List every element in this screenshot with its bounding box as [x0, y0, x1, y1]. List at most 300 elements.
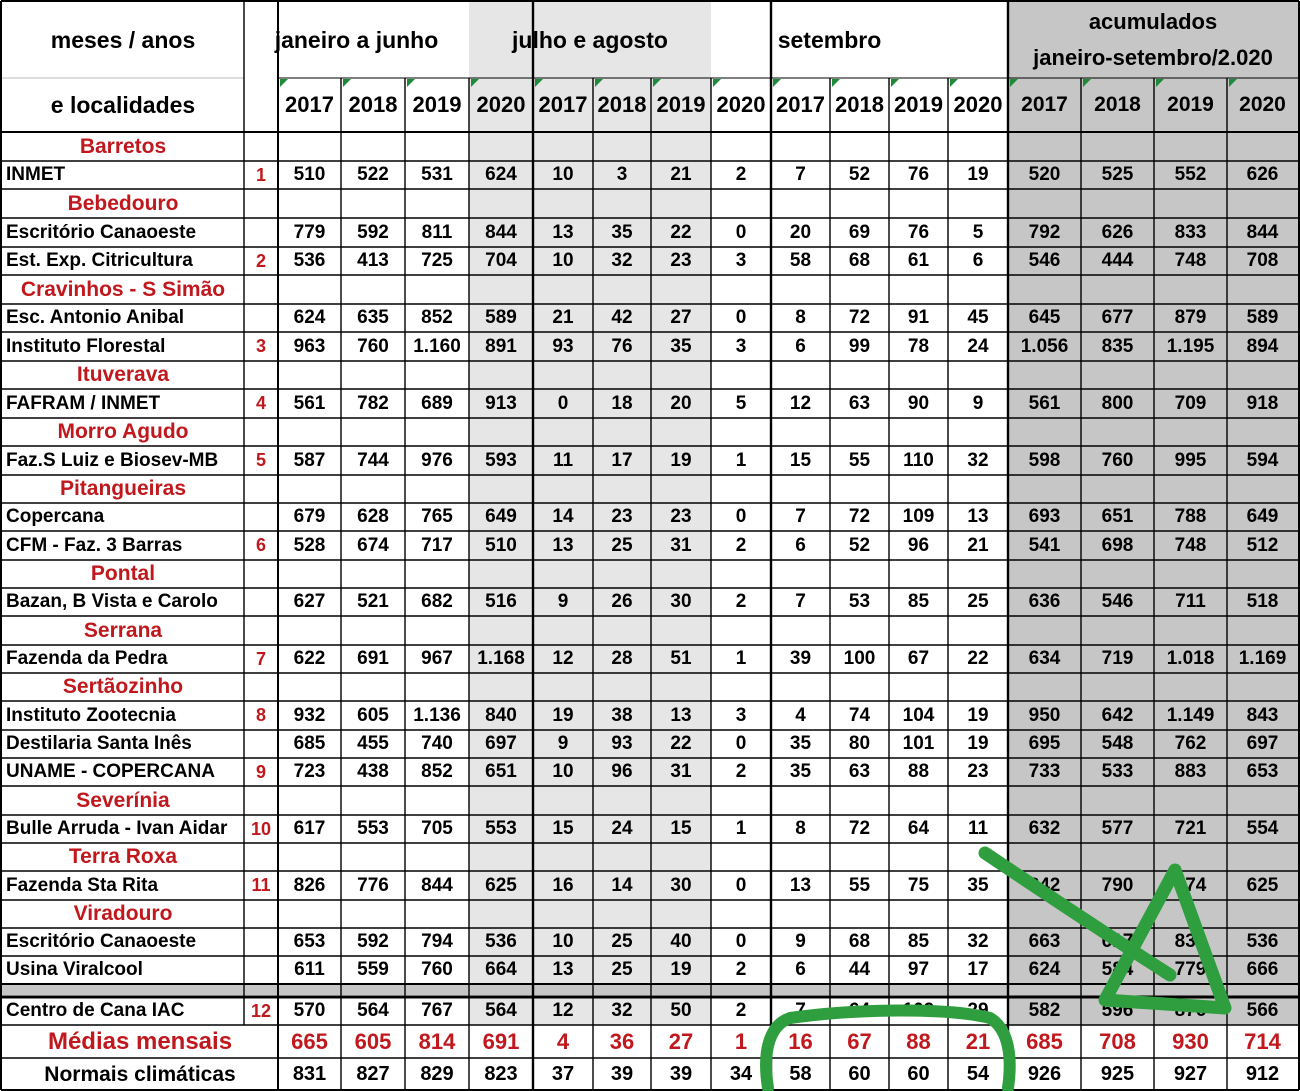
value-cell: 950: [1028, 704, 1061, 726]
value-cell: 744: [357, 449, 389, 471]
value-cell: 6: [795, 959, 806, 980]
year-header-7: 2020: [716, 92, 766, 117]
value-cell: 891: [485, 335, 517, 357]
value-cell: 624: [1028, 959, 1061, 980]
normais-value: 927: [1173, 1063, 1208, 1085]
station-label: Est. Exp. Citricultura: [6, 250, 193, 271]
year-header-9: 2018: [835, 92, 884, 117]
value-cell: 32: [967, 449, 989, 471]
value-cell: 1.136: [413, 704, 461, 726]
value-cell: 518: [1246, 591, 1279, 612]
town-label: Pitangueiras: [59, 477, 187, 500]
value-cell: 109: [902, 506, 935, 527]
value-cell: 689: [421, 392, 453, 414]
station-number: 11: [251, 875, 271, 895]
town-label: Sertãozinho: [62, 675, 184, 698]
value-cell: 541: [1028, 534, 1061, 556]
value-cell: 61: [907, 250, 930, 271]
value-cell: 96: [907, 534, 930, 556]
value-cell: 413: [357, 250, 389, 271]
value-cell: 632: [1028, 818, 1061, 839]
value-cell: 0: [735, 931, 747, 952]
value-cell: 24: [611, 818, 633, 839]
value-cell: 1.018: [1166, 648, 1215, 669]
station-label: Bulle Arruda - Ivan Aidar: [6, 818, 228, 839]
value-cell: 719: [1101, 648, 1134, 669]
value-cell: 711: [1175, 591, 1206, 612]
station-number: 9: [255, 761, 266, 782]
value-cell: 842: [1028, 874, 1061, 896]
normais-value: 39: [669, 1063, 693, 1085]
value-cell: 52: [848, 534, 871, 556]
value-cell: 594: [1246, 449, 1279, 471]
medias-value: 88: [906, 1028, 931, 1054]
value-cell: 22: [670, 221, 692, 243]
value-cell: 695: [1028, 733, 1061, 754]
normais-value: 34: [729, 1063, 753, 1085]
value-cell: 1.149: [1166, 704, 1215, 726]
value-cell: 963: [293, 335, 326, 357]
value-cell: 455: [357, 733, 389, 754]
value-cell: 51: [670, 648, 692, 669]
value-cell: 35: [611, 221, 633, 243]
value-cell: 760: [357, 335, 389, 357]
normais-value: 912: [1245, 1063, 1280, 1085]
value-cell: 697: [1246, 733, 1279, 754]
value-cell: 31: [670, 534, 692, 556]
value-cell: 1: [735, 449, 747, 471]
value-cell: 25: [611, 931, 633, 952]
value-cell: 24: [967, 335, 989, 357]
value-cell: 21: [552, 307, 574, 328]
value-cell: 531: [421, 164, 453, 185]
town-label: Severínia: [76, 788, 170, 812]
value-cell: 553: [485, 818, 517, 839]
medias-value: 708: [1099, 1028, 1136, 1054]
year-header-2: 2019: [412, 92, 462, 117]
normais-label: Normais climáticas: [44, 1062, 236, 1086]
year-header-12: 2017: [1021, 93, 1068, 116]
medias-value: 691: [482, 1028, 520, 1054]
value-cell: 20: [789, 221, 812, 243]
value-cell: 9: [795, 931, 806, 952]
normais-value: 831: [292, 1063, 327, 1085]
town-label: Pontal: [90, 562, 156, 585]
value-cell: 42: [611, 307, 633, 328]
value-cell: 760: [1101, 449, 1134, 471]
value-cell: 693: [1028, 506, 1061, 527]
value-cell: 1: [735, 648, 747, 669]
value-cell: 1.160: [413, 335, 461, 357]
value-cell: 976: [421, 449, 453, 471]
value-cell: 6: [795, 534, 806, 556]
value-cell: 709: [1174, 392, 1207, 414]
value-cell: 653: [1246, 761, 1279, 782]
station-label: Escritório Canaoeste: [6, 931, 197, 952]
value-cell: 840: [485, 704, 517, 726]
value-cell: 0: [735, 506, 747, 527]
value-cell: 634: [1028, 648, 1061, 669]
value-cell: 11: [552, 449, 574, 471]
value-cell: 12: [552, 648, 574, 669]
value-cell: 611: [294, 959, 325, 980]
value-cell: 26: [611, 591, 633, 612]
value-cell: 16: [552, 874, 574, 896]
town-label: Cravinhos - S Simão: [20, 277, 226, 301]
value-cell: 3: [735, 335, 747, 357]
value-cell: 876: [1174, 1000, 1207, 1021]
value-cell: 444: [1101, 250, 1134, 271]
value-cell: 666: [1246, 959, 1279, 980]
value-cell: 2: [735, 534, 747, 556]
value-cell: 32: [611, 250, 633, 271]
value-cell: 767: [421, 1000, 453, 1021]
value-cell: 97: [907, 959, 930, 980]
value-cell: 536: [293, 250, 326, 271]
year-header-10: 2019: [894, 92, 943, 117]
station-number: 1: [255, 164, 266, 185]
value-cell: 20: [670, 392, 692, 414]
value-cell: 17: [967, 959, 989, 980]
value-cell: 852: [421, 761, 453, 782]
value-cell: 790: [1101, 874, 1134, 896]
normais-value: 823: [484, 1063, 518, 1085]
value-cell: 40: [670, 931, 692, 952]
value-cell: 67: [907, 648, 930, 669]
station-label: Instituto Florestal: [6, 335, 166, 357]
value-cell: 23: [967, 761, 989, 782]
normais-value: 829: [420, 1063, 454, 1085]
value-cell: 0: [557, 392, 569, 414]
value-cell: 649: [485, 506, 517, 527]
value-cell: 19: [670, 959, 692, 980]
value-cell: 874: [1174, 874, 1207, 896]
value-cell: 559: [357, 959, 389, 980]
value-cell: 525: [1101, 164, 1134, 185]
value-cell: 651: [485, 761, 517, 782]
value-cell: 22: [967, 648, 989, 669]
value-cell: 8: [795, 307, 806, 328]
value-cell: 697: [485, 733, 517, 754]
medias-value: 4: [556, 1028, 570, 1054]
value-cell: 932: [293, 704, 326, 726]
station-label: FAFRAM / INMET: [6, 392, 161, 414]
value-cell: 99: [848, 335, 871, 357]
value-cell: 11: [967, 818, 989, 839]
value-cell: 705: [421, 818, 453, 839]
value-cell: 55: [848, 874, 871, 896]
station-number: 10: [250, 818, 272, 839]
value-cell: 74: [848, 704, 871, 726]
medias-value: 27: [668, 1028, 694, 1054]
value-cell: 779: [1174, 959, 1207, 980]
station-label: CFM - Faz. 3 Barras: [6, 534, 183, 556]
value-cell: 510: [293, 164, 326, 185]
value-cell: 72: [848, 506, 871, 527]
value-cell: 552: [1174, 164, 1207, 185]
value-cell: 833: [1174, 221, 1207, 243]
header-group-0: janeiro a junho: [274, 26, 439, 53]
value-cell: 110: [903, 449, 934, 471]
value-cell: 29: [967, 1000, 989, 1021]
value-cell: 0: [735, 733, 747, 754]
value-cell: 570: [293, 1000, 326, 1021]
value-cell: 792: [1028, 221, 1061, 243]
normais-value: 37: [551, 1063, 575, 1085]
value-cell: 9: [972, 392, 984, 414]
value-cell: 88: [907, 761, 930, 782]
value-cell: 5: [735, 392, 747, 414]
value-cell: 748: [1174, 250, 1207, 271]
value-cell: 1.056: [1020, 335, 1069, 357]
value-cell: 843: [1246, 704, 1279, 726]
value-cell: 577: [1101, 818, 1134, 839]
value-cell: 10: [552, 761, 574, 782]
value-cell: 69: [848, 221, 871, 243]
value-cell: 55: [848, 449, 871, 471]
station-label: Esc. Antonio Anibal: [6, 307, 185, 328]
normais-value: 58: [789, 1063, 812, 1085]
town-label: Terra Roxa: [68, 845, 178, 868]
value-cell: 15: [789, 449, 812, 471]
value-cell: 10: [552, 164, 574, 185]
value-cell: 72: [848, 307, 871, 328]
header-group-2: setembro: [777, 26, 882, 53]
value-cell: 592: [357, 221, 389, 243]
value-cell: 546: [1028, 250, 1061, 271]
value-cell: 622: [293, 648, 326, 669]
value-cell: 679: [293, 506, 326, 527]
value-cell: 1.195: [1166, 335, 1215, 357]
value-cell: 510: [485, 534, 517, 556]
value-cell: 598: [1028, 449, 1061, 471]
value-cell: 52: [848, 164, 871, 185]
value-cell: 512: [1246, 534, 1279, 556]
normais-value: 926: [1027, 1063, 1062, 1085]
value-cell: 2: [735, 761, 747, 782]
year-header-6: 2019: [656, 92, 706, 117]
value-cell: 723: [293, 761, 326, 782]
value-cell: 35: [789, 761, 812, 782]
value-cell: 14: [552, 506, 574, 527]
green-arrow-line: [985, 853, 1170, 975]
value-cell: 593: [485, 449, 517, 471]
town-label: Barretos: [79, 134, 167, 158]
header-acumulados-label: acumulados: [1088, 9, 1218, 34]
value-cell: 19: [967, 704, 989, 726]
value-cell: 3: [735, 250, 747, 271]
value-cell: 32: [611, 1000, 633, 1021]
value-cell: 548: [1101, 733, 1134, 754]
station-number: 5: [255, 450, 266, 470]
normais-value: 54: [966, 1063, 990, 1085]
normais-value: 827: [356, 1063, 390, 1085]
value-cell: 704: [485, 250, 517, 271]
value-cell: 23: [670, 250, 692, 271]
value-cell: 721: [1174, 818, 1207, 839]
value-cell: 18: [611, 392, 633, 414]
value-cell: 35: [789, 733, 812, 754]
town-label: Bebedouro: [67, 191, 179, 215]
medias-value: 605: [354, 1028, 392, 1054]
value-cell: 733: [1028, 761, 1061, 782]
medias-value: 930: [1172, 1028, 1209, 1054]
year-header-8: 2017: [776, 92, 825, 117]
station-number: 7: [255, 648, 266, 669]
value-cell: 0: [735, 221, 747, 243]
station-label: INMET: [6, 164, 66, 185]
value-cell: 564: [357, 1000, 389, 1021]
value-cell: 13: [552, 221, 574, 243]
header-group-1: julho e agosto: [512, 26, 668, 53]
value-cell: 68: [848, 250, 871, 271]
value-cell: 625: [1246, 874, 1279, 896]
value-cell: 13: [670, 704, 692, 726]
value-cell: 651: [1101, 506, 1134, 527]
value-cell: 913: [485, 392, 517, 414]
value-cell: 628: [357, 506, 389, 527]
value-cell: 635: [357, 307, 389, 328]
station-label: Fazenda Sta Rita: [6, 874, 159, 896]
value-cell: 101: [902, 733, 935, 754]
value-cell: 6: [795, 335, 806, 357]
year-header-14: 2019: [1167, 93, 1214, 116]
value-cell: 58: [789, 250, 812, 271]
value-cell: 44: [848, 959, 871, 980]
station-number: 4: [255, 393, 266, 413]
normais-value: 60: [848, 1063, 871, 1085]
value-cell: 90: [907, 392, 930, 414]
value-cell: 2: [735, 959, 747, 980]
station-label: UNAME - COPERCANA: [6, 761, 215, 782]
value-cell: 64: [848, 1000, 871, 1021]
station-label: Instituto Zootecnia: [6, 704, 176, 726]
value-cell: 553: [357, 818, 389, 839]
value-cell: 30: [670, 874, 692, 896]
value-cell: 10: [552, 931, 574, 952]
value-cell: 605: [357, 704, 389, 726]
value-cell: 7: [795, 506, 806, 527]
value-cell: 811: [421, 221, 453, 243]
value-cell: 72: [848, 818, 871, 839]
value-cell: 13: [967, 506, 989, 527]
normais-value: 925: [1100, 1063, 1135, 1085]
value-cell: 8: [795, 818, 806, 839]
value-cell: 627: [293, 591, 326, 612]
medias-value: 21: [965, 1028, 991, 1054]
value-cell: 0: [735, 307, 747, 328]
normais-value: 60: [907, 1063, 930, 1085]
value-cell: 564: [485, 1000, 517, 1021]
value-cell: 104: [902, 704, 935, 726]
value-cell: 30: [670, 591, 692, 612]
year-header-13: 2018: [1094, 93, 1141, 116]
value-cell: 800: [1101, 392, 1134, 414]
value-cell: 708: [1246, 250, 1279, 271]
value-cell: 624: [293, 307, 326, 328]
value-cell: 835: [1101, 335, 1134, 357]
value-cell: 760: [421, 959, 453, 980]
value-cell: 78: [907, 335, 930, 357]
value-cell: 85: [907, 931, 930, 952]
value-cell: 883: [1174, 761, 1207, 782]
value-cell: 536: [485, 931, 517, 952]
normais-value: 39: [610, 1063, 634, 1085]
medias-value: 665: [291, 1028, 328, 1054]
value-cell: 762: [1174, 733, 1207, 754]
value-cell: 10: [552, 250, 574, 271]
station-number: 2: [255, 250, 266, 271]
value-cell: 698: [1101, 534, 1134, 556]
value-cell: 589: [485, 307, 517, 328]
value-cell: 691: [357, 648, 389, 669]
value-cell: 9: [557, 591, 569, 612]
value-cell: 649: [1246, 506, 1279, 527]
value-cell: 22: [670, 733, 692, 754]
value-cell: 520: [1028, 164, 1061, 185]
value-cell: 765: [421, 506, 453, 527]
value-cell: 109: [902, 1000, 935, 1021]
value-cell: 27: [670, 307, 692, 328]
value-cell: 834: [1174, 931, 1207, 952]
value-cell: 80: [848, 733, 871, 754]
value-cell: 7: [795, 1000, 806, 1021]
value-cell: 23: [670, 506, 692, 527]
value-cell: 2: [735, 1000, 747, 1021]
town-label: Serrana: [83, 618, 163, 642]
value-cell: 592: [357, 931, 389, 952]
value-cell: 14: [611, 874, 633, 896]
value-cell: 7: [795, 591, 806, 612]
value-cell: 788: [1174, 506, 1207, 527]
value-cell: 1.169: [1238, 648, 1287, 669]
value-cell: 7: [795, 164, 806, 185]
value-cell: 64: [907, 818, 930, 839]
town-label: Morro Agudo: [57, 420, 189, 443]
header-corner-top: meses / anos: [50, 26, 196, 53]
town-label: Viradouro: [73, 902, 173, 925]
station-label: Destilaria Santa Inês: [6, 733, 192, 754]
value-cell: 438: [357, 761, 389, 782]
town-label: Ituverava: [76, 363, 170, 386]
value-cell: 995: [1174, 449, 1207, 471]
value-cell: 725: [421, 250, 453, 271]
value-cell: 25: [611, 534, 633, 556]
value-cell: 879: [1174, 307, 1207, 328]
value-cell: 894: [1246, 335, 1279, 357]
value-cell: 677: [1101, 307, 1134, 328]
year-header-0: 2017: [285, 92, 334, 117]
value-cell: 645: [1028, 307, 1061, 328]
year-header-1: 2018: [348, 92, 398, 117]
station-label: Bazan, B Vista e Carolo: [6, 591, 218, 612]
value-cell: 96: [611, 761, 633, 782]
value-cell: 844: [1246, 221, 1279, 243]
value-cell: 584: [1101, 959, 1134, 980]
station-label: Centro de Cana IAC: [6, 1000, 185, 1021]
station-number: 12: [250, 1000, 272, 1021]
value-cell: 844: [421, 874, 453, 896]
year-header-3: 2020: [476, 92, 526, 117]
value-cell: 76: [611, 335, 633, 357]
value-cell: 39: [789, 648, 812, 669]
value-cell: 5: [972, 221, 984, 243]
value-cell: 68: [848, 931, 871, 952]
value-cell: 91: [907, 307, 930, 328]
medias-value: 36: [609, 1028, 635, 1054]
value-cell: 31: [670, 761, 692, 782]
value-cell: 566: [1246, 1000, 1279, 1021]
